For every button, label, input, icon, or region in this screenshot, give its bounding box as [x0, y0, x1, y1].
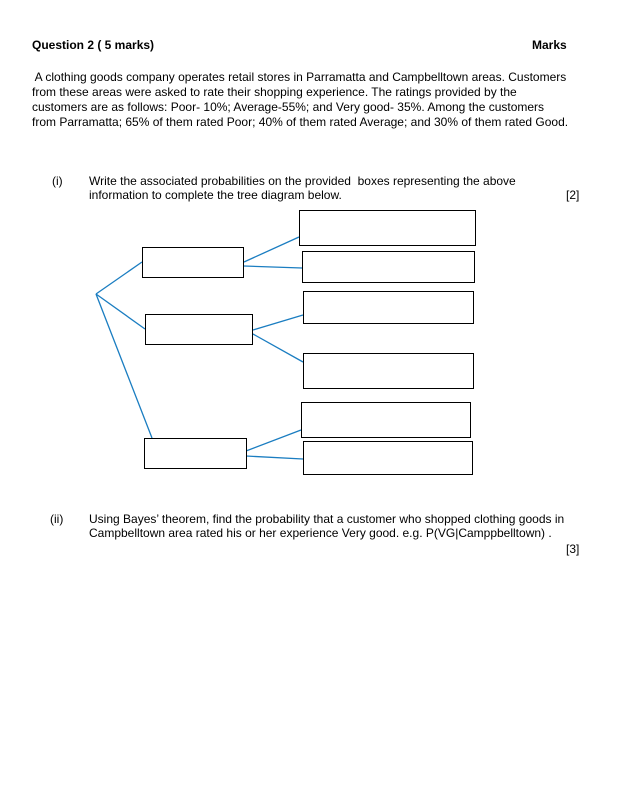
part-i-line-1: Write the associated probabilities on the provided boxes representing the above — [89, 174, 516, 188]
part-i-marks: [2] — [566, 188, 580, 202]
intro-line-2: from these areas were asked to rate their shopping experience. The ratings provided by the — [32, 85, 517, 99]
answer-box-level2-1[interactable] — [300, 211, 476, 246]
answer-box-level2-5[interactable] — [302, 403, 471, 438]
answer-box-level1-2[interactable] — [146, 315, 253, 345]
intro-line-1: A clothing goods company operates retail stores in Parramatta and Campbelltown areas. Customers — [32, 70, 567, 84]
question-title: Question 2 ( 5 marks) — [32, 38, 155, 52]
branch-box3-lower — [246, 456, 303, 459]
branch-box2-lower — [253, 334, 303, 362]
branch-box1-lower — [244, 266, 302, 268]
answer-box-level2-2[interactable] — [303, 252, 475, 283]
part-ii-line-1: Using Bayes’ theorem, find the probability that a customer who shopped clothing goods in — [89, 512, 565, 526]
branch-root-to-box1 — [96, 262, 142, 294]
part-ii-number: (ii) — [50, 512, 64, 526]
marks-heading: Marks — [532, 38, 567, 52]
branch-root-to-box3 — [96, 294, 152, 438]
branch-box1-upper — [244, 237, 299, 262]
part-i-line-2: information to complete the tree diagram below. — [89, 188, 342, 202]
answer-box-level2-6[interactable] — [304, 442, 473, 475]
branch-box3-upper — [246, 430, 301, 451]
part-i-number: (i) — [52, 174, 63, 188]
intro-line-4: from Parramatta; 65% of them rated Poor; 40% of them rated Average; and 30% of them rated Good. — [32, 115, 569, 129]
answer-box-level1-3[interactable] — [145, 439, 247, 469]
intro-line-3: customers are as follows: Poor- 10%; Average-55%; and Very good- 35%. Among the customers — [32, 100, 545, 114]
answer-box-level2-3[interactable] — [304, 292, 474, 324]
answer-box-level1-1[interactable] — [143, 248, 244, 278]
part-ii-text — [89, 512, 604, 540]
part-ii-marks: [3] — [566, 542, 580, 556]
answer-box-level2-4[interactable] — [304, 354, 474, 389]
part-ii-line-2: Campbelltown area rated his or her experience Very good. e.g. P(VG|Camppbelltown) . — [89, 526, 552, 540]
branch-box2-upper — [253, 315, 303, 330]
